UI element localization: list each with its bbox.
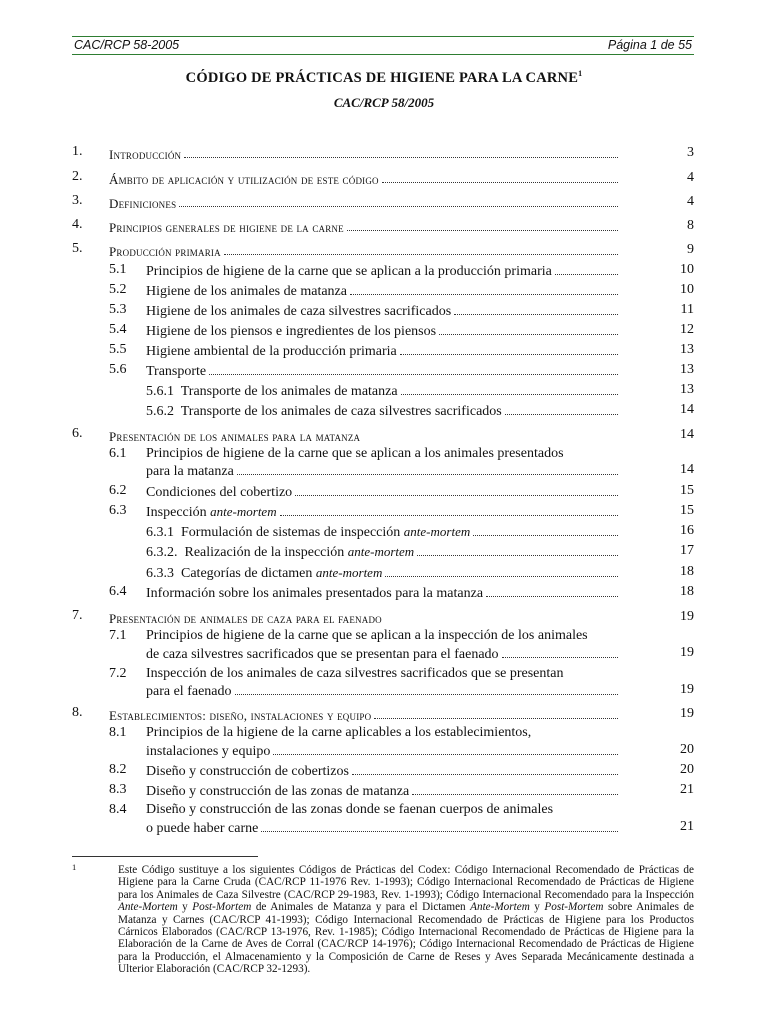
toc-page: 10 [680, 262, 694, 277]
toc-entry-8-1[interactable]: instalaciones y equipo [146, 742, 620, 760]
toc-entry-produccion-primaria[interactable]: Producción primaria [109, 242, 620, 260]
toc-page: 19 [680, 645, 694, 660]
toc-entry-6-3-3[interactable]: 6.3.3 Categorías de dictamen ante-mortem [146, 564, 620, 582]
toc-page: 10 [680, 282, 694, 297]
toc-number: 1. [72, 144, 83, 159]
toc-entry-6-3[interactable]: Inspección ante-mortem [146, 503, 620, 521]
toc-number: 2. [72, 169, 83, 184]
toc-entry-6-1[interactable]: para la matanza [146, 462, 620, 480]
toc-number: 6.3 [109, 503, 127, 518]
page-number: Página 1 de 55 [607, 38, 692, 52]
toc-number: 5.2 [109, 282, 127, 297]
toc-entry-presentacion-caza[interactable]: Presentación de animales de caza para el faenado [109, 611, 382, 626]
toc-entry-principios-generales[interactable]: Principios generales de higiene de la carne [109, 218, 620, 236]
toc-number: 6.1 [109, 446, 127, 461]
title-footnote-mark[interactable]: 1 [578, 69, 583, 78]
toc-number: 8.1 [109, 725, 127, 740]
toc-page: 21 [680, 782, 694, 797]
toc-entry-6-1-line1[interactable]: Principios de higiene de la carne que se aplican a los animales presentados [146, 446, 564, 461]
toc-page: 18 [680, 584, 694, 599]
toc-number: 5. [72, 241, 83, 256]
toc-page: 20 [680, 742, 694, 757]
toc-page: 18 [680, 564, 694, 579]
toc-page: 14 [680, 462, 694, 477]
toc-number: 5.4 [109, 322, 127, 337]
toc-entry-5-2[interactable]: Higiene de los animales de matanza [146, 282, 620, 300]
toc-entry-6-3-2[interactable]: 6.3.2. Realización de la inspección ante-mortem [146, 543, 620, 561]
toc-entry-5-5[interactable]: Higiene ambiental de la producción primaria [146, 342, 620, 360]
toc-entry-5-6-1[interactable]: 5.6.1 Transporte de los animales de matanza [146, 382, 620, 400]
toc-number: 6.2 [109, 483, 127, 498]
toc-page: 13 [680, 342, 694, 357]
toc-page: 12 [680, 322, 694, 337]
toc-entry-ambito[interactable]: Ámbito de aplicación y utilización de este código [109, 170, 620, 188]
toc-page: 4 [687, 170, 694, 185]
toc-entry-8-3[interactable]: Diseño y construcción de las zonas de matanza [146, 782, 620, 800]
toc-number: 6.4 [109, 584, 127, 599]
toc-page: 21 [680, 819, 694, 834]
toc-number: 3. [72, 193, 83, 208]
toc-entry-introduccion[interactable]: Introducción [109, 145, 620, 163]
toc-page: 14 [680, 402, 694, 417]
toc-entry-8-4-line1[interactable]: Diseño y construcción de las zonas donde se faenan cuerpos de animales [146, 802, 554, 817]
toc-entry-7-2-line1[interactable]: Inspección de los animales de caza silvestres sacrificados que se presentan [146, 666, 564, 681]
toc-entry-presentacion-animales[interactable]: Presentación de los animales para la matanza [109, 429, 361, 444]
toc-page: 16 [680, 523, 694, 538]
toc-number: 8.2 [109, 762, 127, 777]
toc-number: 7.2 [109, 666, 127, 681]
toc-entry-7-1[interactable]: de caza silvestres sacrificados que se presentan para el faenado [146, 645, 620, 663]
toc-number: 7. [72, 608, 83, 623]
toc-entry-7-1-line1[interactable]: Principios de higiene de la carne que se aplican a la inspección de los animales [146, 628, 588, 643]
toc-page: 8 [687, 218, 694, 233]
toc-entry-5-4[interactable]: Higiene de los piensos e ingredientes de los piensos [146, 322, 620, 340]
toc-entry-5-6[interactable]: Transporte [146, 362, 620, 380]
toc-number: 8.4 [109, 802, 127, 817]
document-subtitle: CAC/RCP 58/2005 [333, 95, 435, 110]
toc-page: 19 [680, 706, 694, 721]
toc-number: 5.3 [109, 302, 127, 317]
toc-entry-8-4[interactable]: o puede haber carne [146, 819, 620, 837]
toc-number: 8.3 [109, 782, 127, 797]
footnote-mark: 1 [72, 862, 77, 872]
toc-number: 5.5 [109, 342, 127, 357]
toc-entry-5-6-2[interactable]: 5.6.2 Transporte de los animales de caza silvestres sacrificados [146, 402, 620, 420]
toc-number: 6. [72, 426, 83, 441]
document-title: CÓDIGO DE PRÁCTICAS DE HIGIENE PARA LA CARNE$^1$ [185, 69, 583, 86]
toc-entry-7-2[interactable]: para el faenado [146, 682, 620, 700]
toc-entry-6-4[interactable]: Información sobre los animales presentados para la matanza [146, 584, 620, 602]
toc-page: 15 [680, 483, 694, 498]
toc-entry-definiciones[interactable]: Definiciones [109, 194, 620, 212]
toc-page: 20 [680, 762, 694, 777]
toc-page: 13 [680, 382, 694, 397]
toc-entry-8-1-line1[interactable]: Principios de la higiene de la carne aplicables a los establecimientos, [146, 725, 532, 740]
footnote-separator [72, 856, 258, 857]
toc-number: 7.1 [109, 628, 127, 643]
toc-number: 5.1 [109, 262, 127, 277]
toc-number: 5.6 [109, 362, 127, 377]
toc-entry-5-1[interactable]: Principios de higiene de la carne que se aplican a la producción primaria [146, 262, 620, 280]
toc-page: 19 [680, 609, 694, 624]
document-code: CAC/RCP 58-2005 [74, 38, 180, 52]
toc-page: 9 [687, 242, 694, 257]
footnote-text: Este Código sustituye a los siguientes Códigos de Prácticas del Codex: Código Internacional Recomendado de Prácticas de Higiene para la Carne Cruda (CAC/RCP 11-1976 Rev. 1-1993); Código Internacional Recomendado de Prácticas de Higiene para los Animales de Caza Silvestre (CAC/RCP 29-1983, Rev. 1-1993); Código Internacional Recomendado para la Inspección Ante-Mortem y Post-Mortem de Animales de Matanza y para el Dictamen Ante-Mortem y Post-Mortem sobre Animales de Matanza y Carnes (CAC/RCP 41-1993); Código Internacional Recomendado de Prácticas de Higiene para los Productos Cárnicos Elaborados (CAC/RCP 13-1976, Rev. 1-1985); Código Internacional Recomendado de Prácticas de Higiene para la Elaboración de la Carne de Aves de Corral (CAC/RCP 14-1976); Código Internacional Recomendado de Prácticas de Higiene para la Producción, el Almacenamiento y la Composición de Carne de Reses y Aves Separada Mecánicamente destinada a Ulterior Elaboración (CAC/RCP 32-1293). [118, 864, 695, 976]
toc-page: 19 [680, 682, 694, 697]
toc-page: 11 [680, 302, 694, 317]
toc-page: 3 [687, 145, 694, 160]
toc-page: 13 [680, 362, 694, 377]
toc-number: 4. [72, 217, 83, 232]
toc-entry-5-3[interactable]: Higiene de los animales de caza silvestres sacrificados [146, 302, 620, 320]
toc-page: 17 [680, 543, 694, 558]
toc-entry-6-3-1[interactable]: 6.3.1 Formulación de sistemas de inspección ante-mortem [146, 523, 620, 541]
toc-page: 4 [687, 194, 694, 209]
toc-entry-8-2[interactable]: Diseño y construcción de cobertizos [146, 762, 620, 780]
toc-number: 8. [72, 705, 83, 720]
toc-entry-6-2[interactable]: Condiciones del cobertizo [146, 483, 620, 501]
toc-entry-establecimientos[interactable]: Establecimientos: diseño, instalaciones y equipo [109, 706, 620, 724]
toc-page: 15 [680, 503, 694, 518]
toc-page: 14 [680, 427, 694, 442]
